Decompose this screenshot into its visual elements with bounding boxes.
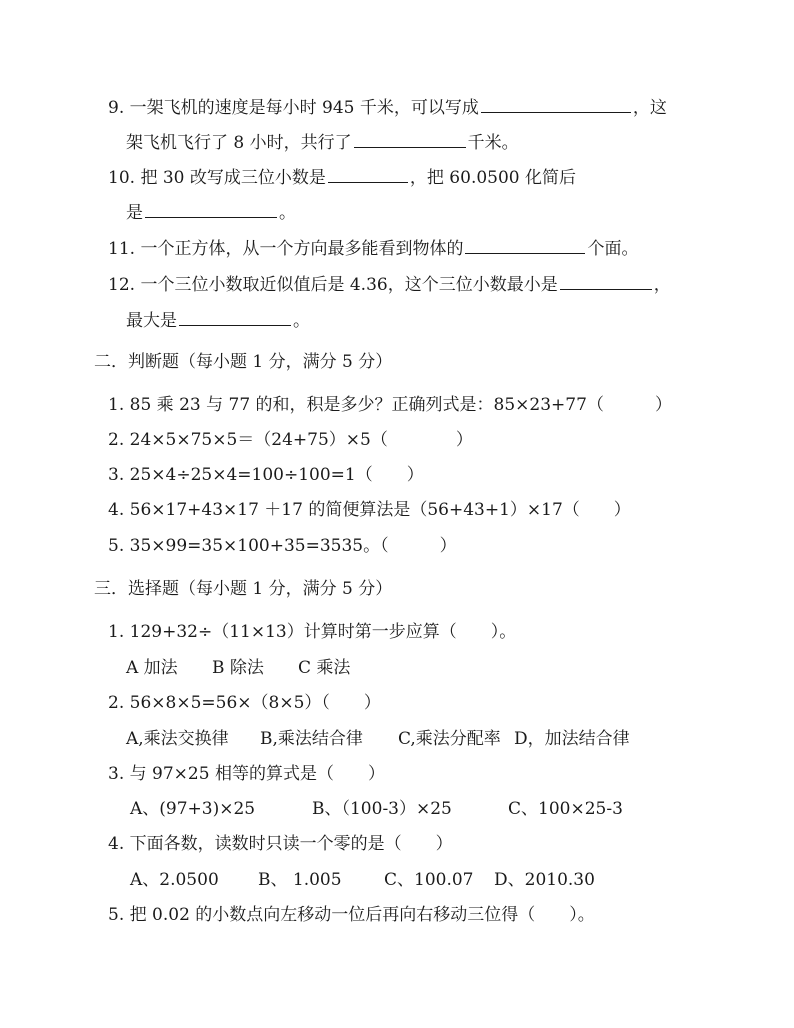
question-text: 85 乘 23 与 77 的和，积是多少？正确列式是：85×23+77（ ） — [129, 395, 672, 415]
choice-item-2 — [108, 691, 381, 715]
choice-item-1-options — [126, 656, 350, 680]
question-text: 56×17+43×17 ＋17 的简便算法是（56+43+1）×17（ ） — [129, 500, 631, 520]
judge-item-3 — [108, 463, 424, 487]
judge-item-1 — [108, 393, 672, 417]
option-c[interactable]: C、100×25-3 — [508, 799, 623, 819]
question-number: 5. — [108, 905, 125, 925]
question-text: 把 30 改写成三位小数是 — [140, 168, 326, 188]
option-a[interactable]: A,乘法交换律 — [126, 729, 229, 749]
question-text: 24×5×75×5＝（24+75）×5（ ） — [129, 430, 473, 450]
question-text: ，这 — [632, 98, 667, 118]
option-a[interactable]: A、(97+3)×25 — [130, 799, 256, 819]
answer-blank[interactable] — [328, 164, 408, 183]
option-d[interactable]: D、2010.30 — [494, 870, 595, 890]
option-a[interactable]: A、2.0500 — [130, 870, 219, 890]
question-number: 10. — [108, 168, 136, 188]
answer-blank[interactable] — [179, 307, 291, 326]
question-text: 把 0.02 的小数点向左移动一位后再向右移动三位得（ ）。 — [129, 905, 595, 925]
question-text: ， — [653, 275, 671, 295]
choice-item-4-options — [130, 868, 595, 892]
question-text: 下面各数，读数时只读一个零的是（ ） — [129, 834, 453, 854]
question-text: 个面。 — [587, 239, 639, 259]
question-12-line2 — [126, 307, 310, 333]
option-b[interactable]: B 除法 — [212, 658, 264, 678]
answer-blank[interactable] — [465, 235, 585, 254]
answer-blank[interactable] — [354, 129, 466, 148]
question-text: 56×8×5=56×（8×5）（ ） — [129, 693, 381, 713]
question-number: 4. — [108, 500, 125, 520]
question-text: 25×4÷25×4=100÷100=1（ ） — [129, 465, 424, 485]
question-number: 3. — [108, 465, 125, 485]
question-10-line1 — [108, 164, 576, 190]
question-9-line1 — [108, 94, 667, 120]
choice-item-2-options — [126, 727, 630, 751]
question-text: 。 — [279, 203, 296, 223]
answer-blank[interactable] — [481, 94, 631, 113]
question-number: 9. — [108, 98, 125, 118]
question-number: 11. — [108, 239, 136, 259]
answer-blank[interactable] — [145, 199, 277, 218]
question-11 — [108, 235, 638, 261]
option-b[interactable]: B、（100-3）×25 — [312, 799, 452, 819]
question-12-line1 — [108, 271, 671, 297]
question-10-line2 — [126, 199, 296, 225]
option-b[interactable]: B、 1.005 — [258, 870, 342, 890]
option-d[interactable]: D，加法结合律 — [514, 729, 630, 749]
question-number: 2. — [108, 693, 125, 713]
question-text: 千米。 — [467, 133, 519, 153]
question-text: 一个三位小数取近似值后是 4.36，这个三位小数最小是 — [140, 275, 558, 295]
section-3-title: 三．选择题（每小题 1 分，满分 5 分） — [94, 579, 393, 599]
option-c[interactable]: C,乘法分配率 — [398, 729, 501, 749]
judge-item-4 — [108, 498, 631, 522]
question-number: 1. — [108, 622, 125, 642]
judge-item-5 — [108, 534, 457, 558]
question-number: 4. — [108, 834, 125, 854]
option-c[interactable]: C 乘法 — [298, 658, 351, 678]
question-text: 架飞机飞行了 8 小时，共行了 — [126, 133, 352, 153]
question-text: 129+32÷（11×13）计算时第一步应算（ ）。 — [129, 622, 517, 642]
question-text: 是 — [126, 203, 143, 223]
option-c[interactable]: C、100.07 — [384, 870, 474, 890]
question-text: ，把 60.0500 化简后 — [409, 168, 577, 188]
answer-blank[interactable] — [560, 271, 652, 290]
question-number: 1. — [108, 395, 125, 415]
choice-item-5 — [108, 903, 595, 927]
question-text: 与 97×25 相等的算式是（ ） — [129, 764, 385, 784]
question-number: 2. — [108, 430, 125, 450]
question-text: 一架飞机的速度是每小时 945 千米，可以写成 — [129, 98, 479, 118]
option-a[interactable]: A 加法 — [126, 658, 178, 678]
question-number: 12. — [108, 275, 136, 295]
choice-item-3-options — [130, 797, 623, 821]
question-9-line2 — [126, 129, 519, 155]
section-2-title: 二．判断题（每小题 1 分，满分 5 分） — [94, 352, 393, 372]
choice-item-3 — [108, 762, 385, 786]
question-number: 3. — [108, 764, 125, 784]
choice-item-1 — [108, 620, 516, 644]
question-text: 一个正方体，从一个方向最多能看到物体的 — [140, 239, 464, 259]
judge-item-2 — [108, 428, 473, 452]
question-text: 。 — [293, 311, 310, 331]
option-b[interactable]: B,乘法结合律 — [260, 729, 363, 749]
question-number: 5. — [108, 536, 125, 556]
question-text: 35×99=35×100+35=3535。（ ） — [129, 536, 457, 556]
choice-item-4 — [108, 832, 453, 856]
question-text: 最大是 — [126, 311, 177, 331]
